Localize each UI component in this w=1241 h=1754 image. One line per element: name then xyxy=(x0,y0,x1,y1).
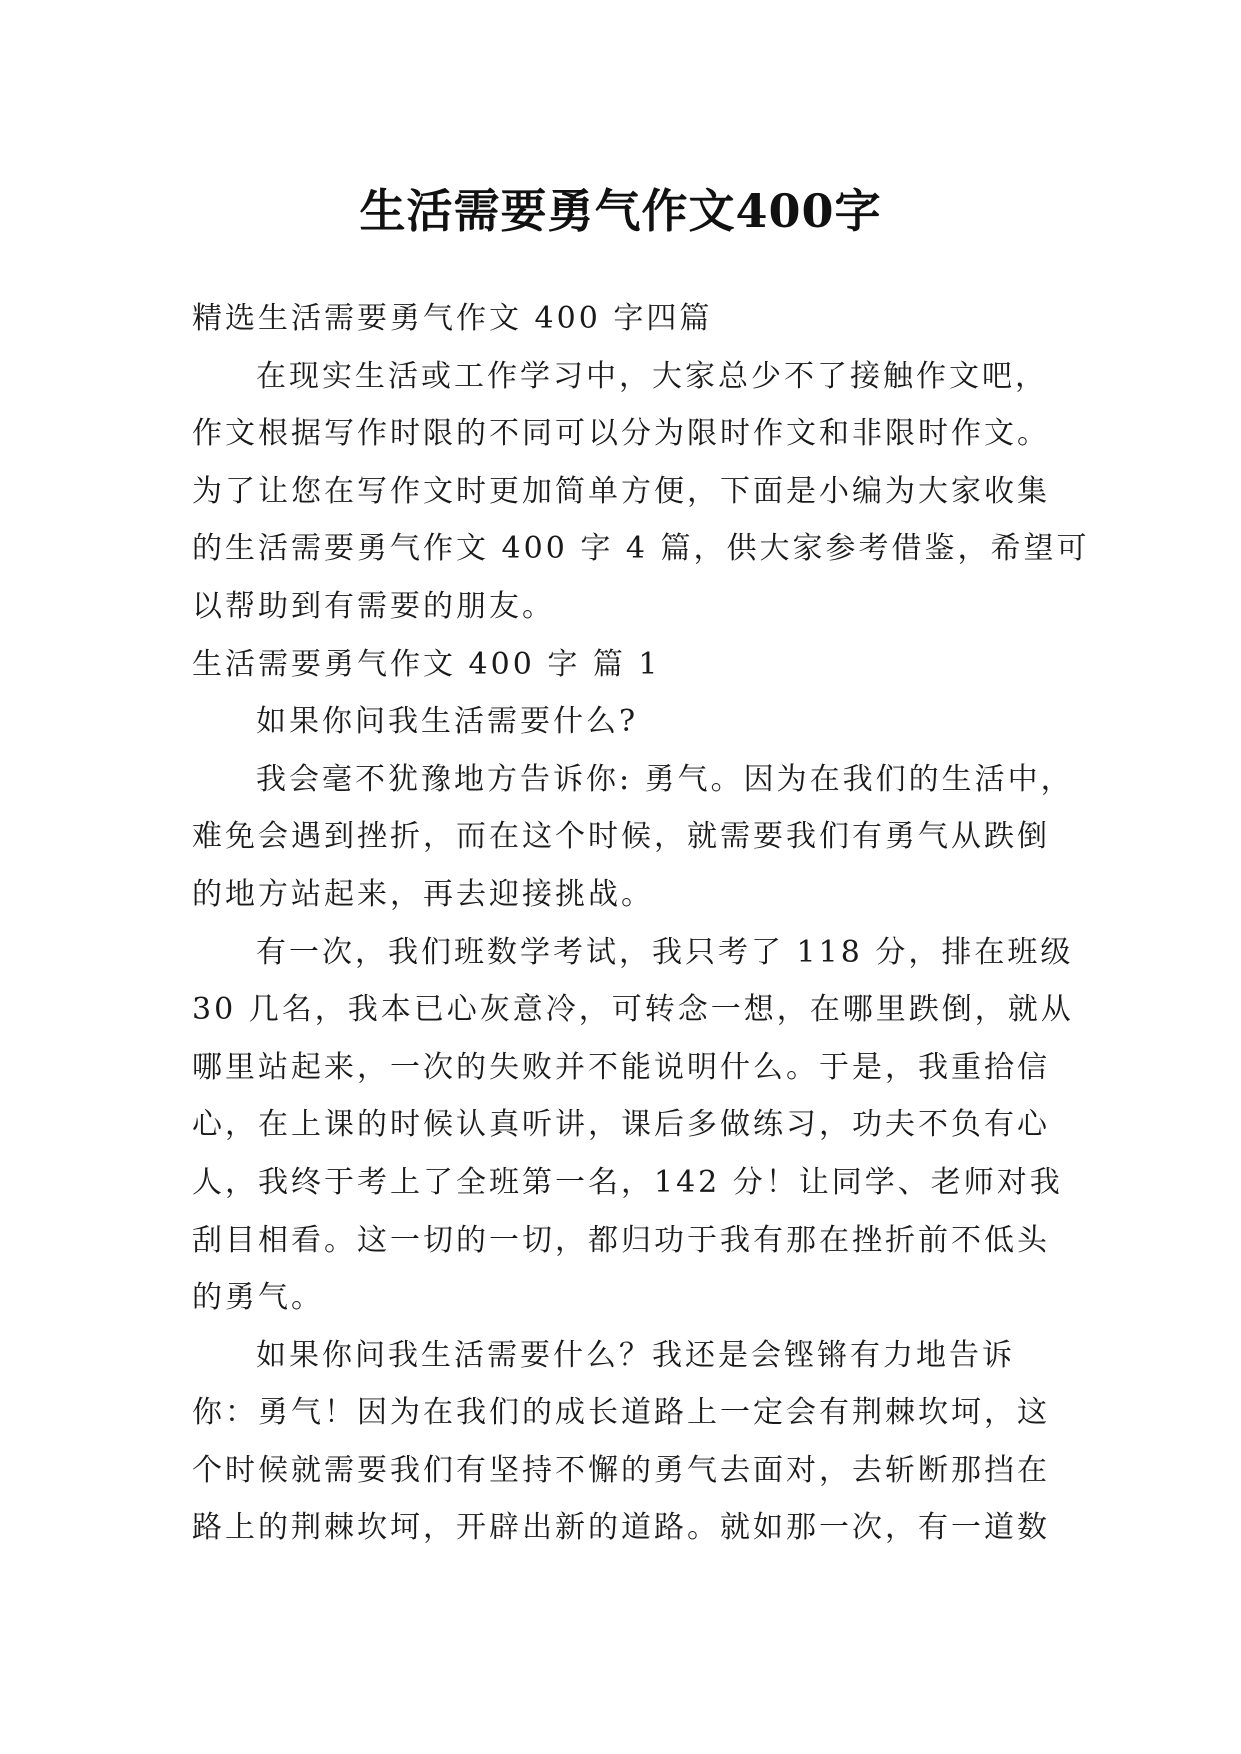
text-line: 我会毫不犹豫地方告诉你: 勇气。因为在我们的生活中， xyxy=(256,761,1074,797)
text-line: 以帮助到有需要的朋友。 xyxy=(192,588,555,624)
text-line: 你：勇气！因为在我们的成长道路上一定会有荆棘坎坷，这 xyxy=(192,1395,1050,1431)
text-line: 生活需要勇气作文 400 字 篇 1 xyxy=(192,646,661,682)
document-body xyxy=(192,290,1090,1557)
text-line: 如果你问我生活需要什么？我还是会铿锵有力地告诉 xyxy=(256,1337,1015,1373)
text-line: 精选生活需要勇气作文 400 字四篇 xyxy=(192,301,713,336)
text-line: 个时候就需要我们有坚持不懈的勇气去面对，去斩断那挡在 xyxy=(192,1452,1050,1488)
text-line: 哪里站起来，一次的失败并不能说明什么。于是，我重拾信 xyxy=(192,1049,1050,1085)
text-line: 作文根据写作时限的不同可以分为限时作文和非限时作文。 xyxy=(192,416,1050,452)
text-line: 30 几名，我本已心灰意冷，可转念一想，在哪里跌倒，就从 xyxy=(192,992,1074,1028)
document-title: 生活需要勇气作文400字 xyxy=(359,183,882,238)
text-line: 难免会遇到挫折，而在这个时候，就需要我们有勇气从跌倒 xyxy=(192,819,1050,855)
text-line: 人，我终于考上了全班第一名，142 分！让同学、老师对我 xyxy=(192,1164,1063,1200)
text-line: 如果你问我生活需要什么? xyxy=(256,704,639,740)
text-line: 有一次，我们班数学考试，我只考了 118 分，排在班级 xyxy=(256,934,1074,970)
text-line: 刮目相看。这一切的一切，都归功于我有那在挫折前不低头 xyxy=(192,1222,1050,1258)
text-line: 的生活需要勇气作文 400 字 4 篇，供大家参考借鉴，希望可 xyxy=(192,531,1090,567)
text-line: 的地方站起来，再去迎接挑战。 xyxy=(192,876,654,912)
text-line: 心，在上课的时候认真听讲，课后多做练习，功夫不负有心 xyxy=(192,1107,1050,1143)
text-line: 为了让您在写作文时更加简单方便，下面是小编为大家收集 xyxy=(192,473,1050,509)
text-line: 的勇气。 xyxy=(192,1280,324,1316)
text-line: 路上的荆棘坎坷，开辟出新的道路。就如那一次，有一道数 xyxy=(192,1510,1050,1546)
text-line: 在现实生活或工作学习中，大家总少不了接触作文吧， xyxy=(256,358,1048,394)
